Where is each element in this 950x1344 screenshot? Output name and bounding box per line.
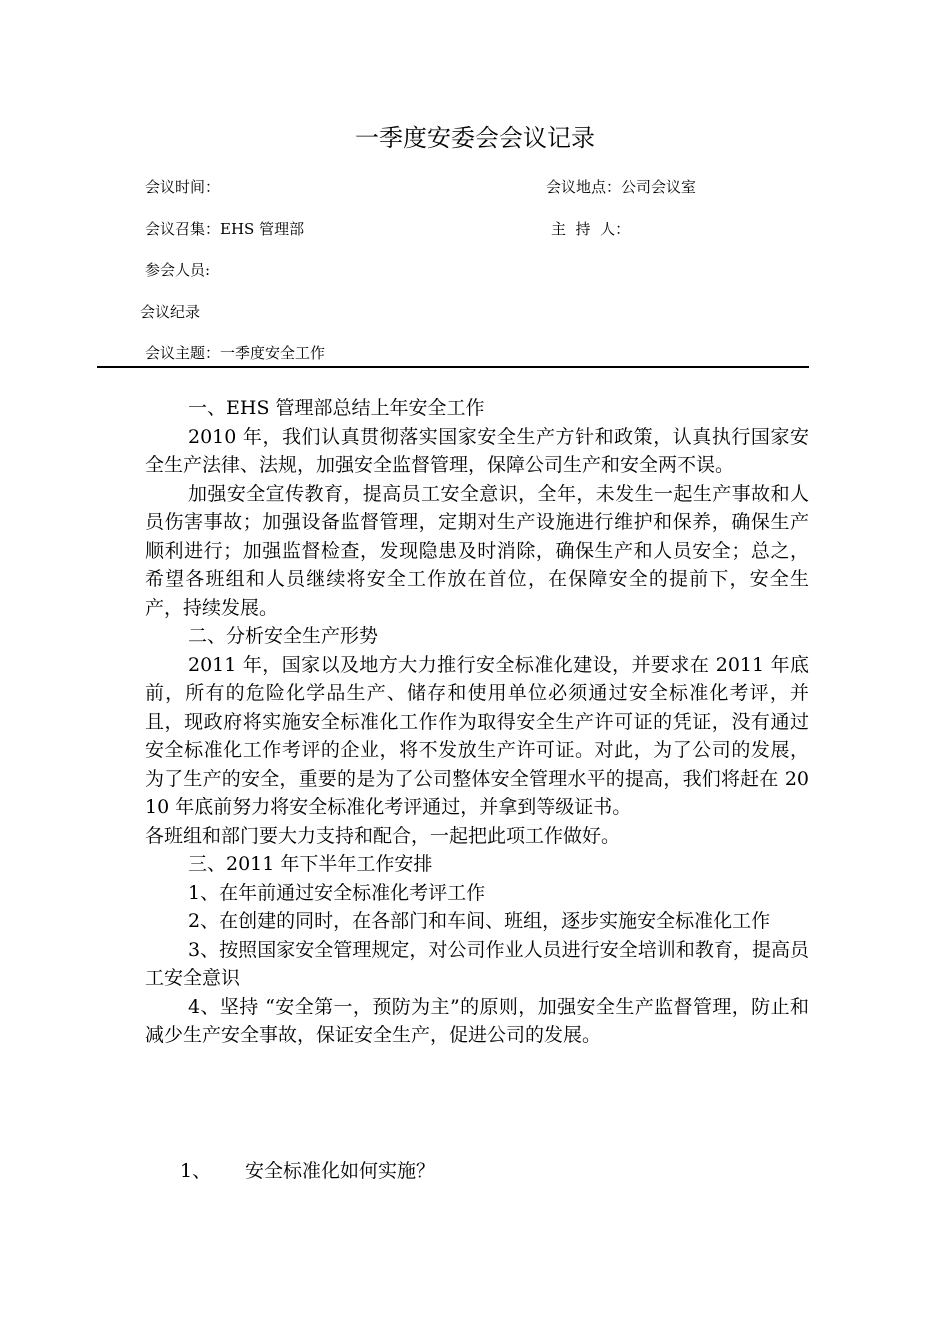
section-heading: 一、EHS 管理部总结上年安全工作 <box>188 397 485 419</box>
meeting-attendees: 参会人员: <box>145 261 211 279</box>
meeting-record-label: 会议纪录 <box>140 303 201 321</box>
list-item: 2、在创建的同时，在各部门和车间、班组，逐步实施安全标准化工作 <box>188 910 771 932</box>
paragraph: 加强安全宣传教育，提高员工安全意识，全年，未发生一起生产事故和人员伤害事故；加强设备监督管理，定期对生产设施进行维护和保养，确保生产顺利进行；加强监督检查，发现隐患及时消除，确保生产和人员安全；总之，希望各班组和人员继续将安全工作放在首位，在保障安全的提前下，安全生产，持续发展。 <box>145 482 809 619</box>
section-heading: 二、分析安全生产形势 <box>188 625 379 647</box>
meeting-time: 会议时间： <box>145 178 221 196</box>
section-heading: 三、2011 年下半年工作安排 <box>188 853 433 875</box>
list-item: 1、在年前通过安全标准化考评工作 <box>188 881 486 904</box>
list-item: 3、按照国家安全管理规定，对公司作业人员进行安全培训和教育，提高员工安全意识 <box>145 938 809 989</box>
paragraph: 2010 年，我们认真贯彻落实国家安全生产方针和政策，认真执行国家安全生产法律、法规，加强安全监督管理，保障公司生产和安全两不误。 <box>145 425 809 476</box>
meeting-location: 会议地点：公司会议室 <box>546 178 697 196</box>
header-divider <box>97 366 809 368</box>
page-title: 一季度安委会会议记录 <box>355 124 595 152</box>
question-number: 1、 <box>180 1160 212 1182</box>
list-item: 4、坚持 “安全第一，预防为主”的原则，加强安全生产监督管理，防止和减少生产安全事故，保证安全生产，促进公司的发展。 <box>145 995 809 1046</box>
meeting-convener: 会议召集：EHS 管理部 <box>145 220 305 238</box>
meeting-body <box>145 394 809 1050</box>
paragraph: 2011 年，国家以及地方大力推行安全标准化建设，并要求在 2011 年底前，所有的危险化学品生产、储存和使用单位必须通过安全标准化考评，并且，现政府将实施安全标准化工作作为取得安全生产许可证的凭证，没有通过安全标准化工作考评的企业，将不发放生产许可证。对此，为了公司的发展，为了生产的安全，重要的是为了公司整体安全管理水平的提高，我们将赶在 2010 年底前努力将安全标准化考评通过，并拿到等级证书。 <box>145 653 809 818</box>
meeting-topic: 会议主题：一季度安全工作 <box>145 344 326 362</box>
question-text: 安全标准化如何实施？ <box>245 1160 436 1182</box>
meeting-host: 主 持 人： <box>551 220 631 238</box>
paragraph: 各班组和部门要大力支持和配合，一起把此项工作做好。 <box>145 824 621 847</box>
